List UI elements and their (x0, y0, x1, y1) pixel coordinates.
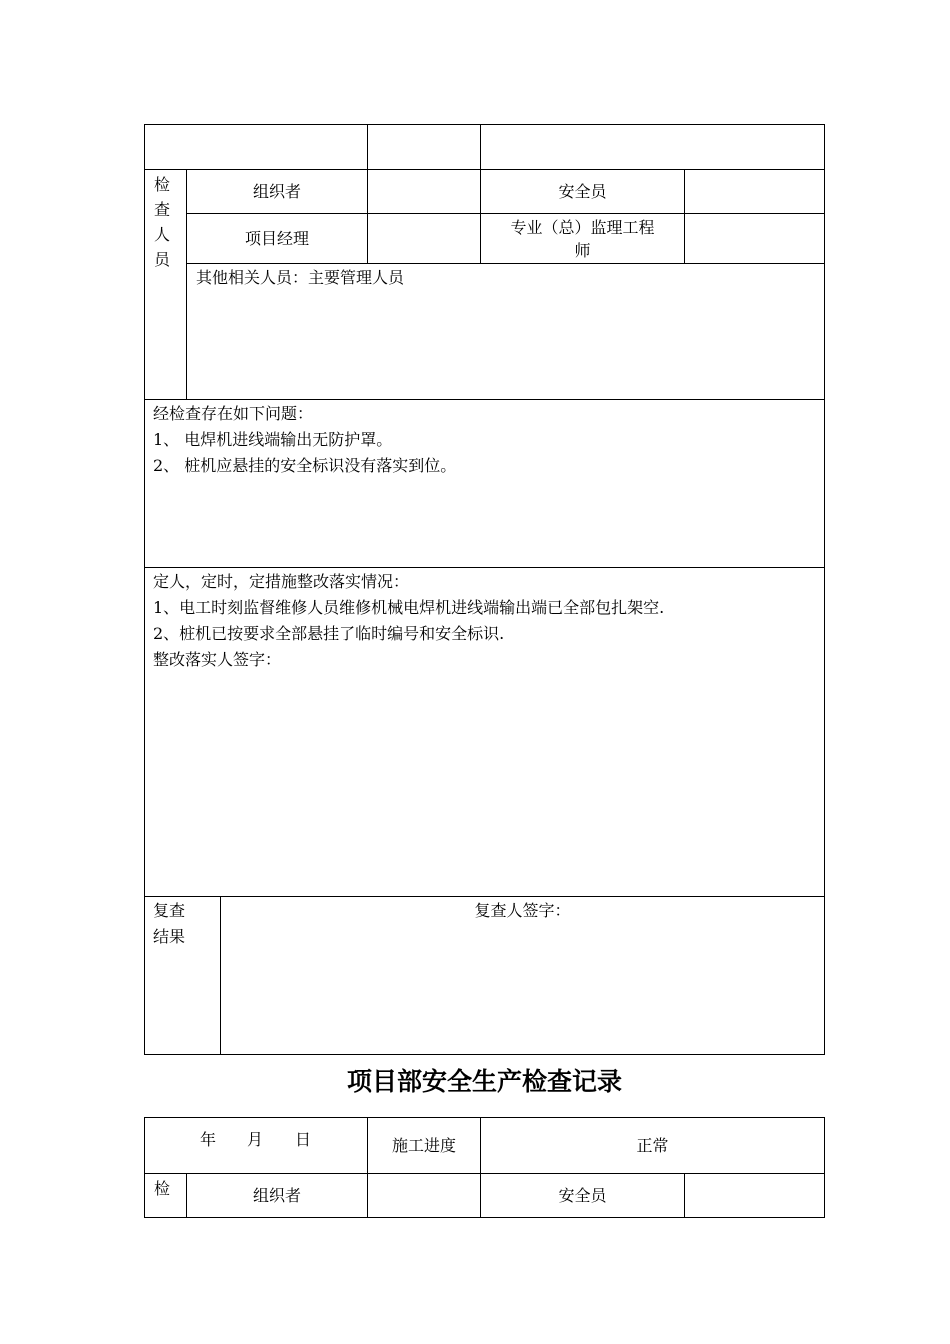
reviewer-signature: 复查人签字： (474, 901, 571, 920)
inspectors-label-char: 员 (153, 250, 170, 269)
inspectors-label (152, 172, 172, 272)
supervisor-label-line1: 专业（总）监理工程 (510, 217, 655, 237)
organizer-value[interactable] (368, 170, 480, 213)
supervisor-label (481, 214, 684, 263)
rectification-item: 2、桩机已按要求全部悬挂了临时编号和安全标识. (153, 624, 505, 643)
rectification-heading: 定人，定时，定措施整改落实情况： (153, 572, 410, 591)
issue-item: 1、 电焊机进线端输出无防护罩。 (153, 430, 393, 449)
review-label-line2: 结果 (153, 927, 186, 946)
safety-officer-value[interactable] (685, 170, 824, 213)
safety-officer-label: 安全员 (558, 181, 607, 201)
blank-cell-date (145, 125, 367, 169)
month-label: 月 (247, 1130, 264, 1149)
project-manager-value[interactable] (368, 214, 480, 263)
issue-item: 2、 桩机应悬挂的安全标识没有落实到位。 (153, 456, 457, 475)
date-field[interactable] (145, 1118, 367, 1173)
page-title: 项目部安全生产检查记录 (346, 1067, 622, 1096)
organizer-label: 组织者 (252, 1185, 301, 1205)
inspectors-label-char: 检 (153, 1179, 170, 1198)
inspectors-label-char: 人 (153, 225, 170, 244)
progress-label: 施工进度 (391, 1135, 456, 1155)
rectification-section (153, 569, 664, 673)
year-label: 年 (200, 1130, 217, 1149)
organizer-label: 组织者 (252, 181, 301, 201)
blank-cell-progress-value (481, 125, 824, 169)
review-label (153, 898, 185, 950)
review-label-line1: 复查 (153, 901, 186, 920)
supervisor-label-line2: 师 (574, 240, 591, 260)
inspectors-label-char: 检 (153, 175, 170, 194)
issues-heading: 经检查存在如下问题： (153, 404, 314, 423)
rectification-item: 1、电工时刻监督维修人员维修机械电焊机进线端输出端已全部包扎架空. (153, 598, 665, 617)
inspectors-label-char: 查 (153, 200, 170, 219)
blank-cell-progress-label (368, 125, 480, 169)
safety-officer-value[interactable] (685, 1174, 824, 1217)
supervisor-value[interactable] (685, 214, 824, 263)
safety-officer-label: 安全员 (558, 1185, 607, 1205)
organizer-value[interactable] (368, 1174, 480, 1217)
day-label: 日 (295, 1130, 312, 1149)
other-personnel: 其他相关人员：主要管理人员 (196, 268, 405, 287)
rectification-signature: 整改落实人签字： (153, 650, 282, 669)
project-manager-label: 项目经理 (244, 228, 309, 248)
issues-section (153, 401, 456, 479)
progress-value: 正常 (636, 1135, 669, 1155)
